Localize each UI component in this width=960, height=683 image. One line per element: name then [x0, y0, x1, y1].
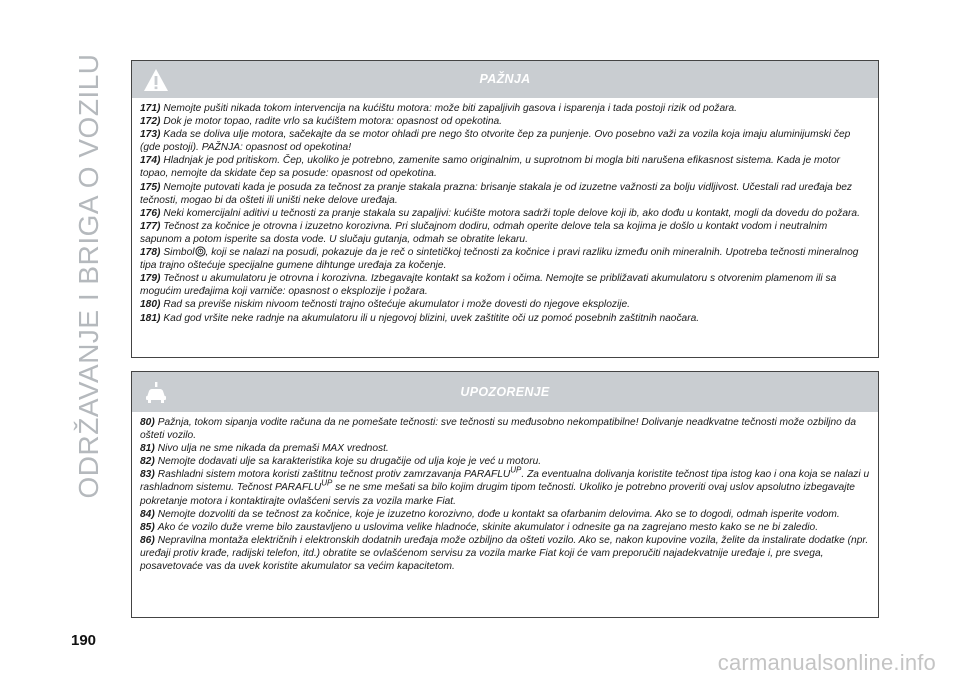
caution-body [132, 412, 878, 578]
caution-item: 86) Nepravilna montaža električnih i elektronskih dodatnih uređaja može ozbiljno da ošteti vozilo. Ako se, nakon kupovine vozila, želite da instalirate dodatke (npr. uređaji protiv krađe, radijski telefon, itd.) obratite se ovlašćenom servisu za vozila marke Fiat koji će vam preporučiti najadekvatnije uređaje i, pre svega, posavetovaće vas da uvek koristite akumulator sa većim kapacitetom. [140, 534, 869, 573]
warning-body [132, 98, 878, 330]
caution-item: 84) Nemojte dozvoliti da se tečnost za kočnice, koje je izuzetno korozivno, dođe u kontakt sa ofarbanim delovima. Ako se to dogodi, odmah isperite vodom. [140, 508, 840, 520]
warning-item: 180) Rad sa previše niskim nivoom tečnosti trajno oštećuje akumulator i može dovesti do njegove eksplozije. [140, 299, 630, 311]
page-number: 190 [71, 632, 97, 649]
caution-item: 81) Nivo ulja ne sme nikada da premaši MAX vrednost. [140, 443, 389, 455]
warning-item: 177) Tečnost za kočnice je otrovna i izuzetno korozivna. Pri slučajnom dodiru, odmah operite delove tela sa kojima je došlo u kontakt vodom i neutralnim sapunom a potom isperite sa dosta vode. U slučaju gutanja, odmah se obratite lekaru. [140, 220, 828, 245]
warning-item: 175) Nemojte putovati kada je posuda za tečnost za pranje stakala prazna: brisanje stakala je od izuzetne važnosti za bolju vidljivost. Učestali rad uređaja bez tečnosti, mogao bi da ošteti ili uništi neke delove uređaja. [140, 181, 853, 206]
watermark: carmanualsonline.info [717, 650, 936, 675]
section-side-title [73, 53, 104, 499]
brake-fluid-symbol-icon [195, 246, 206, 257]
warning-item: 178) Simbol , koji se nalazi na posudi, pokazuje da je reč o sintetičkoj tečnosti za kočnice i pravi razliku između onih mineralnih. Upotreba tečnosti mineralnog tipa trajno oštećuje specijalne gumene dihtunge uređaja za kočenje. [140, 247, 859, 272]
warning-item: 181) Kad god vršite neke radnje na akumulatoru ili u njegovoj blizini, uvek zaštitite oči uz pomoć posebnih zaštitnih naočara. [140, 312, 700, 324]
warning-box [131, 60, 879, 358]
warning-item: 172) Dok je motor topao, radite vrlo sa kućištem motora: opasnost od opekotina. [140, 116, 503, 128]
warning-item: 179) Tečnost u akumulatoru je otrovna i korozivna. Izbegavajte kontakt sa kožom i očima. Nemojte se približavati akumulatoru s otvorenim plamenom ili sa mogućim uređajima koji varniče: opasnost o eksplozije i požara. [140, 273, 837, 298]
caution-item: 82) Nemojte dodavati ulje sa karakteristika koje su drugačije od ulja koje je već u motoru. [140, 456, 542, 468]
caution-item: 80) Pažnja, tokom sipanja vodite računa da ne pomešate tečnosti: sve tečnosti su međusobno nekompatibilne! Dolivanje neadkvatne tečnosti može ozbiljno da ošteti vozilo. [140, 417, 856, 442]
warning-item: 173) Kada se doliva ulje motora, sačekajte da se motor ohladi pre nego što otvorite čep za punjenje. Ovo posebno važi za vozila koja imaju aluminijumski čep (gde postoji). PAŽNJA: opasnost od opekotina! [140, 129, 851, 154]
warning-box-header [132, 61, 878, 98]
caution-item: 83) Rashladni sistem motora koristi zaštitnu tečnost protiv zamrzavanja $PARAFLU^{UP}$. Za eventualna dolivanja koristite tečnost tipa istog kao i ona koja se nalazi u rashladnom sistemu. Tečnost $PARAFLU^{UP}$ se ne sme mešati sa bilo kojim drugim tipom tečnosti. Ukoliko je potrebno proveriti ovaj uslov apsolutno izbegavajte pokretanje motora i kontaktirajte ovlašćeni servis za vozila marke Fiat. [140, 465, 870, 507]
section-side-title-text: ODRŽAVANJE I BRIGA O VOZILU [73, 53, 104, 499]
warning-title: PAŽNJA [479, 72, 531, 86]
warning-item: 174) Hladnjak je pod pritiskom. Čep, ukoliko je potrebno, zamenite samo originalnim, u suprotnom bi mogla biti narušena efikasnost sistema. Kada je motor topao, nemojte da skidate čep sa posude: opasnost od opekotina. [140, 155, 841, 180]
caution-box-header [132, 372, 878, 412]
caution-title: UPOZORENJE [460, 385, 550, 399]
warning-item: 171) Nemojte pušiti nikada tokom intervencija na kućištu motora: može biti zapaljivih gasova i isparenja i tada postoji rizik od požara. [140, 103, 738, 114]
warning-item: 176) Neki komercijalni aditivi u tečnosti za pranje stakala su zapaljivi: kućište motora sadrži tople delove koji ib, ako dođu u kontakt, mogli da dovedu do požara. [140, 207, 860, 219]
caution-item: 85) Ako će vozilo duže vreme bilo zaustavljeno u uslovima velike hladnoće, skinite akumulator i odnesite ga na zagrejano mesto kako se ne bi zaledio. [140, 521, 819, 533]
caution-box [131, 371, 879, 618]
